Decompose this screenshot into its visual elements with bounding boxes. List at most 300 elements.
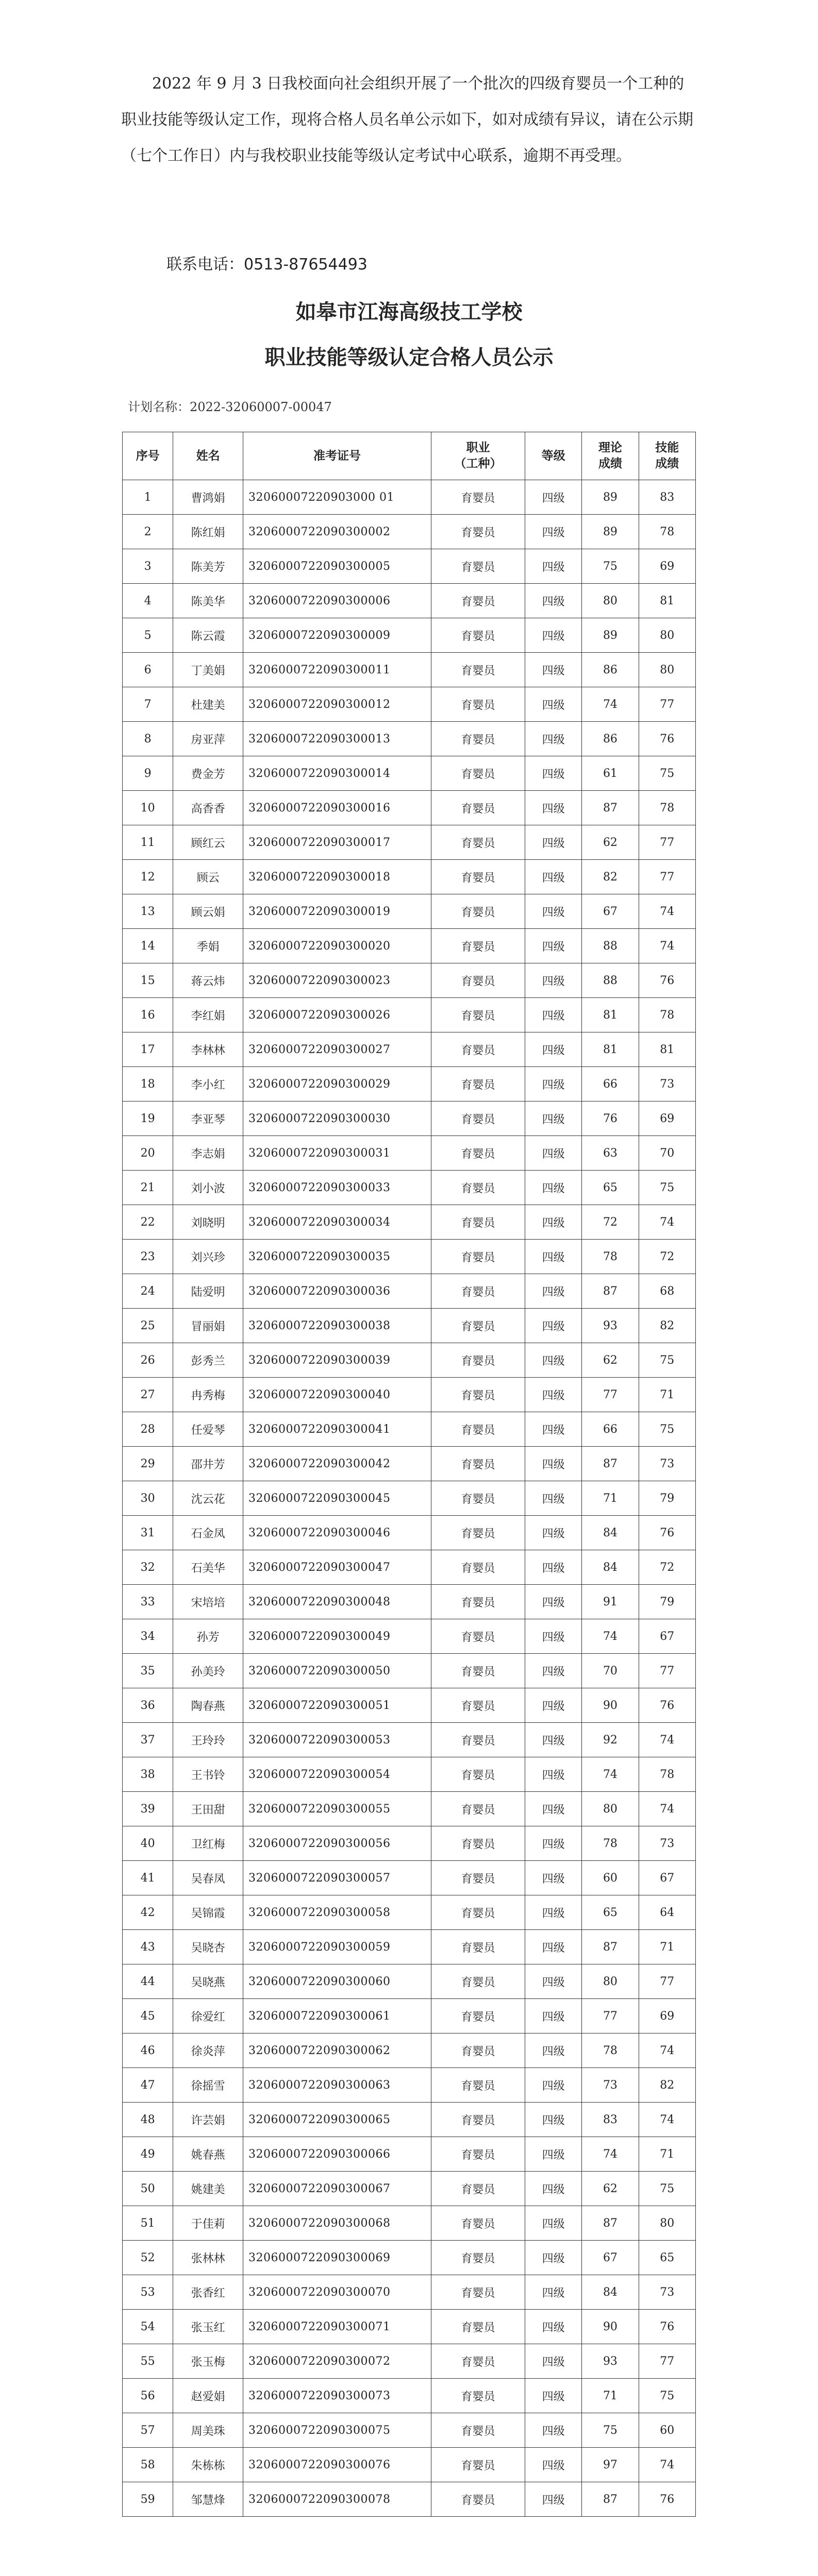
row-name: 张玉梅 <box>173 2344 243 2379</box>
row-skill-score: 70 <box>639 1136 695 1171</box>
header-name: 姓名 <box>173 432 243 480</box>
row-exam-id: 3206000722090300067 <box>243 2172 431 2206</box>
row-theory-score: 81 <box>582 998 639 1032</box>
row-index: 51 <box>123 2206 173 2241</box>
row-theory-score: 93 <box>582 2344 639 2379</box>
row-theory-score: 77 <box>582 1999 639 2033</box>
row-occupation: 育婴员 <box>431 2103 525 2137</box>
row-exam-id: 3206000722090300033 <box>243 1171 431 1205</box>
row-level: 四级 <box>525 1343 581 1378</box>
table-row <box>123 1757 696 1792</box>
row-exam-id: 3206000722090300062 <box>243 2033 431 2068</box>
row-skill-score: 80 <box>639 618 695 653</box>
row-name: 吴锦霞 <box>173 1895 243 1930</box>
header-exam-id: 准考证号 <box>243 432 431 480</box>
table-row <box>123 791 696 825</box>
row-level: 四级 <box>525 1205 581 1240</box>
row-exam-id: 3206000722090300065 <box>243 2103 431 2137</box>
row-skill-score: 78 <box>639 515 695 549</box>
row-exam-id: 3206000722090300017 <box>243 825 431 860</box>
row-occupation: 育婴员 <box>431 687 525 722</box>
row-occupation: 育婴员 <box>431 1240 525 1274</box>
table-row <box>123 1826 696 1861</box>
row-occupation: 育婴员 <box>431 1412 525 1447</box>
table-row <box>123 825 696 860</box>
row-exam-id: 3206000722090300045 <box>243 1481 431 1516</box>
table-row <box>123 2103 696 2137</box>
row-index: 26 <box>123 1343 173 1378</box>
row-occupation: 育婴员 <box>431 1136 525 1171</box>
row-level: 四级 <box>525 1757 581 1792</box>
table-row <box>123 549 696 584</box>
header-theory-score: 理论 成绩 <box>582 432 639 480</box>
table-row <box>123 1930 696 1964</box>
row-skill-score: 79 <box>639 1481 695 1516</box>
row-occupation: 育婴员 <box>431 1032 525 1067</box>
table-row <box>123 2033 696 2068</box>
row-occupation: 育婴员 <box>431 1309 525 1343</box>
row-name: 赵爱娟 <box>173 2379 243 2413</box>
row-skill-score: 80 <box>639 2206 695 2241</box>
row-skill-score: 73 <box>639 1067 695 1101</box>
table-row <box>123 1101 696 1136</box>
row-theory-score: 74 <box>582 2137 639 2172</box>
row-name: 李小红 <box>173 1067 243 1101</box>
row-exam-id: 3206000722090300076 <box>243 2448 431 2482</box>
table-row <box>123 480 696 515</box>
row-theory-score: 71 <box>582 1481 639 1516</box>
table-row <box>123 2379 696 2413</box>
table-row <box>123 1240 696 1274</box>
row-occupation: 育婴员 <box>431 1171 525 1205</box>
row-skill-score: 77 <box>639 825 695 860</box>
row-index: 27 <box>123 1378 173 1412</box>
row-skill-score: 82 <box>639 1309 695 1343</box>
row-theory-score: 89 <box>582 618 639 653</box>
row-index: 1 <box>123 480 173 515</box>
row-occupation: 育婴员 <box>431 618 525 653</box>
row-occupation: 育婴员 <box>431 1447 525 1481</box>
row-level: 四级 <box>525 756 581 791</box>
row-level: 四级 <box>525 2172 581 2206</box>
table-row <box>123 1723 696 1757</box>
row-name: 周美珠 <box>173 2413 243 2448</box>
table-row <box>123 2241 696 2275</box>
row-exam-id: 3206000722090300057 <box>243 1861 431 1895</box>
row-occupation: 育婴员 <box>431 1585 525 1619</box>
row-name: 刘晓明 <box>173 1205 243 1240</box>
row-occupation: 育婴员 <box>431 1481 525 1516</box>
row-level: 四级 <box>525 1447 581 1481</box>
row-level: 四级 <box>525 1964 581 1999</box>
row-skill-score: 76 <box>639 2482 695 2517</box>
row-skill-score: 75 <box>639 2172 695 2206</box>
row-occupation: 育婴员 <box>431 549 525 584</box>
row-exam-id: 3206000722090300020 <box>243 929 431 963</box>
row-index: 50 <box>123 2172 173 2206</box>
row-index: 54 <box>123 2310 173 2344</box>
row-index: 32 <box>123 1550 173 1585</box>
row-index: 36 <box>123 1688 173 1723</box>
row-theory-score: 73 <box>582 2068 639 2103</box>
row-level: 四级 <box>525 1930 581 1964</box>
row-occupation: 育婴员 <box>431 515 525 549</box>
row-skill-score: 77 <box>639 860 695 894</box>
contact-phone: 联系电话：0513-87654493 <box>166 256 368 274</box>
row-exam-id: 3206000722090300031 <box>243 1136 431 1171</box>
table-row <box>123 860 696 894</box>
row-name: 张玉红 <box>173 2310 243 2344</box>
row-exam-id: 3206000722090300068 <box>243 2206 431 2241</box>
row-theory-score: 70 <box>582 1654 639 1688</box>
row-name: 陈红娟 <box>173 515 243 549</box>
row-exam-id: 3206000722090300056 <box>243 1826 431 1861</box>
row-skill-score: 71 <box>639 2137 695 2172</box>
row-level: 四级 <box>525 1585 581 1619</box>
row-theory-score: 66 <box>582 1412 639 1447</box>
row-theory-score: 91 <box>582 1585 639 1619</box>
row-theory-score: 88 <box>582 963 639 998</box>
row-exam-id: 3206000722090300038 <box>243 1309 431 1343</box>
row-name: 陈美芳 <box>173 549 243 584</box>
row-level: 四级 <box>525 2482 581 2517</box>
row-theory-score: 88 <box>582 929 639 963</box>
row-index: 15 <box>123 963 173 998</box>
row-level: 四级 <box>525 1240 581 1274</box>
row-index: 24 <box>123 1274 173 1309</box>
row-skill-score: 72 <box>639 1240 695 1274</box>
row-skill-score: 60 <box>639 2413 695 2448</box>
row-occupation: 育婴员 <box>431 480 525 515</box>
row-level: 四级 <box>525 1171 581 1205</box>
table-row <box>123 1585 696 1619</box>
row-name: 吴晓燕 <box>173 1964 243 1999</box>
row-theory-score: 74 <box>582 1619 639 1654</box>
table-row <box>123 1895 696 1930</box>
row-index: 57 <box>123 2413 173 2448</box>
table-row <box>123 1688 696 1723</box>
row-theory-score: 90 <box>582 2310 639 2344</box>
row-occupation: 育婴员 <box>431 894 525 929</box>
table-row <box>123 1412 696 1447</box>
row-exam-id: 3206000722090300036 <box>243 1274 431 1309</box>
row-skill-score: 83 <box>639 480 695 515</box>
row-occupation: 育婴员 <box>431 825 525 860</box>
row-index: 47 <box>123 2068 173 2103</box>
row-name: 徐爱红 <box>173 1999 243 2033</box>
row-skill-score: 77 <box>639 2344 695 2379</box>
table-row <box>123 2275 696 2310</box>
row-exam-id: 3206000722090300071 <box>243 2310 431 2344</box>
row-exam-id: 3206000722090300030 <box>243 1101 431 1136</box>
row-exam-id: 3206000722090300012 <box>243 687 431 722</box>
row-theory-score: 86 <box>582 722 639 756</box>
row-level: 四级 <box>525 1032 581 1067</box>
row-skill-score: 78 <box>639 1757 695 1792</box>
table-row <box>123 1309 696 1343</box>
row-level: 四级 <box>525 2379 581 2413</box>
qualified-personnel-table <box>122 432 696 2517</box>
row-index: 6 <box>123 653 173 687</box>
row-exam-id: 3206000722090300041 <box>243 1412 431 1447</box>
row-name: 王玲玲 <box>173 1723 243 1757</box>
row-exam-id: 3206000722090300055 <box>243 1792 431 1826</box>
plan-name: 计划名称：2022-32060007-00047 <box>128 400 332 414</box>
row-occupation: 育婴员 <box>431 1930 525 1964</box>
row-name: 徐摇雪 <box>173 2068 243 2103</box>
row-occupation: 育婴员 <box>431 2137 525 2172</box>
row-name: 李林林 <box>173 1032 243 1067</box>
row-theory-score: 72 <box>582 1205 639 1240</box>
row-name: 曹鸿娟 <box>173 480 243 515</box>
row-skill-score: 74 <box>639 1205 695 1240</box>
table-row <box>123 963 696 998</box>
row-occupation: 育婴员 <box>431 756 525 791</box>
row-level: 四级 <box>525 1619 581 1654</box>
table-row <box>123 1205 696 1240</box>
table-row <box>123 1619 696 1654</box>
table-row <box>123 2448 696 2482</box>
row-occupation: 育婴员 <box>431 2482 525 2517</box>
row-name: 朱栋栋 <box>173 2448 243 2482</box>
row-exam-id: 3206000722090300011 <box>243 653 431 687</box>
row-name: 冒丽娟 <box>173 1309 243 1343</box>
row-index: 52 <box>123 2241 173 2275</box>
table-row <box>123 618 696 653</box>
row-skill-score: 72 <box>639 1550 695 1585</box>
row-index: 14 <box>123 929 173 963</box>
announcement-title: 职业技能等级认定合格人员公示 <box>264 346 554 369</box>
row-occupation: 育婴员 <box>431 791 525 825</box>
row-exam-id: 3206000722090300059 <box>243 1930 431 1964</box>
row-name: 刘小波 <box>173 1171 243 1205</box>
row-index: 34 <box>123 1619 173 1654</box>
row-index: 45 <box>123 1999 173 2033</box>
row-level: 四级 <box>525 1688 581 1723</box>
row-level: 四级 <box>525 549 581 584</box>
row-index: 21 <box>123 1171 173 1205</box>
row-theory-score: 80 <box>582 1964 639 1999</box>
row-theory-score: 61 <box>582 756 639 791</box>
table-row <box>123 1792 696 1826</box>
row-index: 55 <box>123 2344 173 2379</box>
table-row <box>123 1481 696 1516</box>
row-index: 4 <box>123 584 173 618</box>
table-row <box>123 687 696 722</box>
table-row <box>123 515 696 549</box>
row-skill-score: 69 <box>639 549 695 584</box>
row-skill-score: 71 <box>639 1378 695 1412</box>
row-occupation: 育婴员 <box>431 1895 525 1930</box>
row-level: 四级 <box>525 1895 581 1930</box>
row-name: 孙美玲 <box>173 1654 243 1688</box>
row-exam-id: 3206000722090300019 <box>243 894 431 929</box>
row-theory-score: 66 <box>582 1067 639 1101</box>
table-row <box>123 1654 696 1688</box>
row-theory-score: 82 <box>582 860 639 894</box>
row-name: 蒋云炜 <box>173 963 243 998</box>
row-index: 44 <box>123 1964 173 1999</box>
row-exam-id: 3206000722090300034 <box>243 1205 431 1240</box>
row-occupation: 育婴员 <box>431 1274 525 1309</box>
row-index: 29 <box>123 1447 173 1481</box>
row-theory-score: 80 <box>582 1792 639 1826</box>
row-occupation: 育婴员 <box>431 2344 525 2379</box>
row-name: 任爱琴 <box>173 1412 243 1447</box>
row-skill-score: 78 <box>639 998 695 1032</box>
row-exam-id: 3206000722090300072 <box>243 2344 431 2379</box>
row-name: 顾云 <box>173 860 243 894</box>
table-row <box>123 2310 696 2344</box>
row-level: 四级 <box>525 2206 581 2241</box>
row-theory-score: 83 <box>582 2103 639 2137</box>
row-index: 40 <box>123 1826 173 1861</box>
row-skill-score: 74 <box>639 1723 695 1757</box>
row-level: 四级 <box>525 1101 581 1136</box>
row-occupation: 育婴员 <box>431 2413 525 2448</box>
row-occupation: 育婴员 <box>431 929 525 963</box>
row-level: 四级 <box>525 2275 581 2310</box>
row-skill-score: 81 <box>639 1032 695 1067</box>
row-skill-score: 76 <box>639 722 695 756</box>
row-theory-score: 67 <box>582 894 639 929</box>
row-level: 四级 <box>525 2448 581 2482</box>
row-skill-score: 74 <box>639 894 695 929</box>
row-skill-score: 73 <box>639 1826 695 1861</box>
row-exam-id: 3206000722090300042 <box>243 1447 431 1481</box>
row-level: 四级 <box>525 1723 581 1757</box>
header-index: 序号 <box>123 432 173 480</box>
row-theory-score: 75 <box>582 549 639 584</box>
row-name: 卫红梅 <box>173 1826 243 1861</box>
row-index: 9 <box>123 756 173 791</box>
row-index: 19 <box>123 1101 173 1136</box>
table-row <box>123 584 696 618</box>
row-index: 17 <box>123 1032 173 1067</box>
row-index: 46 <box>123 2033 173 2068</box>
row-theory-score: 87 <box>582 1447 639 1481</box>
row-name: 王田甜 <box>173 1792 243 1826</box>
row-exam-id: 3206000722090300002 <box>243 515 431 549</box>
row-index: 41 <box>123 1861 173 1895</box>
row-level: 四级 <box>525 860 581 894</box>
row-theory-score: 89 <box>582 480 639 515</box>
row-theory-score: 87 <box>582 791 639 825</box>
row-occupation: 育婴员 <box>431 1964 525 1999</box>
row-occupation: 育婴员 <box>431 1826 525 1861</box>
row-level: 四级 <box>525 2344 581 2379</box>
row-occupation: 育婴员 <box>431 584 525 618</box>
row-name: 姚建美 <box>173 2172 243 2206</box>
row-name: 石金凤 <box>173 1516 243 1550</box>
row-index: 22 <box>123 1205 173 1240</box>
row-exam-id: 3206000722090300005 <box>243 549 431 584</box>
row-name: 石美华 <box>173 1550 243 1585</box>
row-level: 四级 <box>525 1412 581 1447</box>
row-name: 丁美娟 <box>173 653 243 687</box>
row-level: 四级 <box>525 1136 581 1171</box>
row-theory-score: 93 <box>582 1309 639 1343</box>
row-index: 43 <box>123 1930 173 1964</box>
row-occupation: 育婴员 <box>431 1343 525 1378</box>
row-index: 53 <box>123 2275 173 2310</box>
row-index: 48 <box>123 2103 173 2137</box>
row-theory-score: 80 <box>582 584 639 618</box>
table-row <box>123 1136 696 1171</box>
table-row <box>123 2482 696 2517</box>
row-level: 四级 <box>525 1067 581 1101</box>
row-theory-score: 65 <box>582 1171 639 1205</box>
row-level: 四级 <box>525 515 581 549</box>
row-theory-score: 81 <box>582 1032 639 1067</box>
row-exam-id: 3206000722090300075 <box>243 2413 431 2448</box>
row-exam-id: 3206000722090300060 <box>243 1964 431 1999</box>
row-name: 陈云霞 <box>173 618 243 653</box>
table-row <box>123 1378 696 1412</box>
row-name: 冉秀梅 <box>173 1378 243 1412</box>
row-exam-id: 3206000722090300069 <box>243 2241 431 2275</box>
table-body <box>123 480 696 2517</box>
row-skill-score: 76 <box>639 1516 695 1550</box>
row-level: 四级 <box>525 1481 581 1516</box>
row-exam-id: 3206000722090300006 <box>243 584 431 618</box>
row-occupation: 育婴员 <box>431 1861 525 1895</box>
row-level: 四级 <box>525 480 581 515</box>
row-exam-id: 3206000722090300040 <box>243 1378 431 1412</box>
row-skill-score: 76 <box>639 1688 695 1723</box>
row-index: 7 <box>123 687 173 722</box>
row-name: 彭秀兰 <box>173 1343 243 1378</box>
row-skill-score: 82 <box>639 2068 695 2103</box>
row-skill-score: 74 <box>639 2103 695 2137</box>
row-name: 邹慧烽 <box>173 2482 243 2517</box>
row-index: 8 <box>123 722 173 756</box>
table-row <box>123 2172 696 2206</box>
row-skill-score: 67 <box>639 1619 695 1654</box>
row-skill-score: 76 <box>639 2310 695 2344</box>
row-theory-score: 74 <box>582 1757 639 1792</box>
row-occupation: 育婴员 <box>431 1619 525 1654</box>
row-skill-score: 74 <box>639 2448 695 2482</box>
row-level: 四级 <box>525 2068 581 2103</box>
row-skill-score: 76 <box>639 963 695 998</box>
row-level: 四级 <box>525 2310 581 2344</box>
row-name: 费金芳 <box>173 756 243 791</box>
row-theory-score: 84 <box>582 1516 639 1550</box>
row-occupation: 育婴员 <box>431 1516 525 1550</box>
row-exam-id: 3206000722090300061 <box>243 1999 431 2033</box>
row-level: 四级 <box>525 618 581 653</box>
row-index: 13 <box>123 894 173 929</box>
row-theory-score: 60 <box>582 1861 639 1895</box>
row-occupation: 育婴员 <box>431 2310 525 2344</box>
row-name: 孙芳 <box>173 1619 243 1654</box>
table-row <box>123 1274 696 1309</box>
row-skill-score: 71 <box>639 1930 695 1964</box>
row-exam-id: 3206000722090300049 <box>243 1619 431 1654</box>
row-level: 四级 <box>525 825 581 860</box>
row-occupation: 育婴员 <box>431 2448 525 2482</box>
notice-paragraph: 2022 年 9 月 3 日我校面向社会组织开展了一个批次的四级育婴员一个工种的职业技能等级认定工作，现将合格人员名单公示如下，如对成绩有异议，请在公示期（七个工作日）内与我校职业技能等级认定考试中心联系，逾期不再受理。 <box>121 75 693 165</box>
row-occupation: 育婴员 <box>431 1757 525 1792</box>
row-name: 张香红 <box>173 2275 243 2310</box>
row-index: 59 <box>123 2482 173 2517</box>
row-index: 49 <box>123 2137 173 2172</box>
row-level: 四级 <box>525 1378 581 1412</box>
row-level: 四级 <box>525 722 581 756</box>
row-level: 四级 <box>525 929 581 963</box>
row-theory-score: 84 <box>582 1550 639 1585</box>
